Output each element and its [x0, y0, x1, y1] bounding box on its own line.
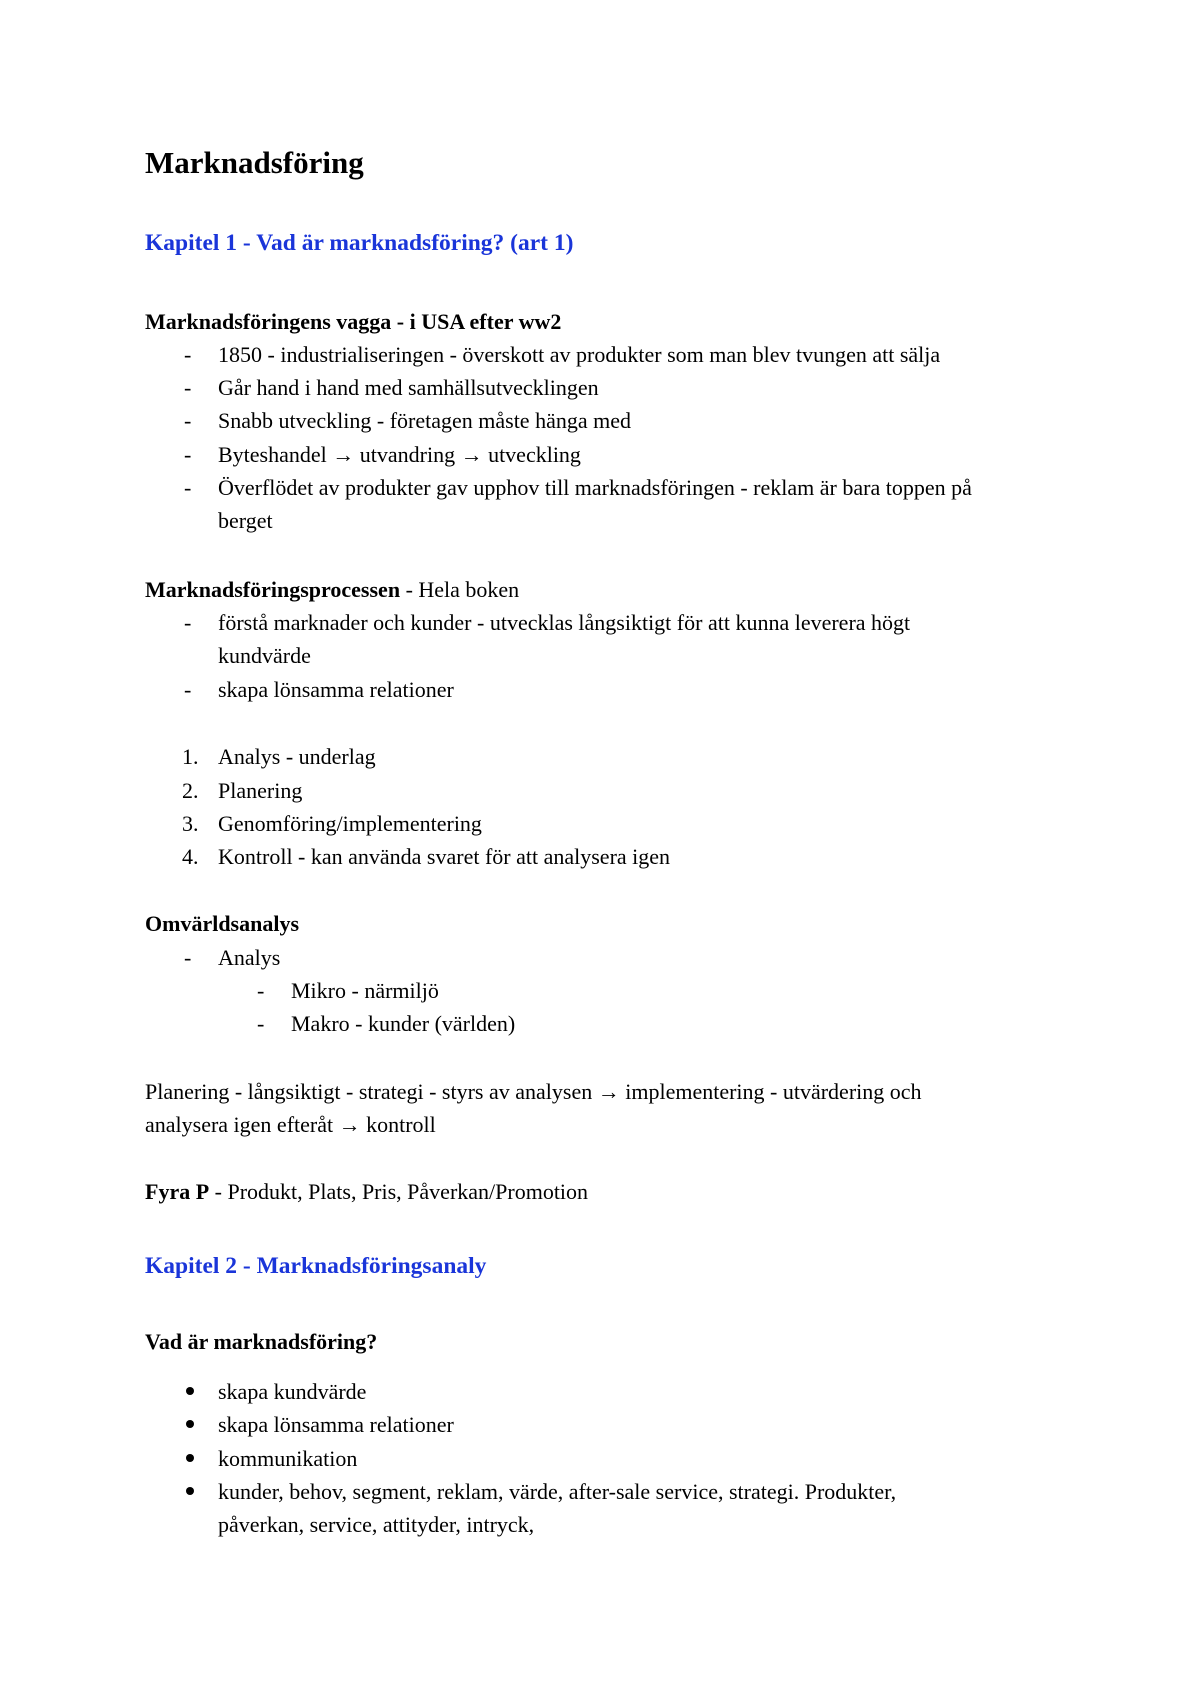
bullet-icon: [186, 1454, 194, 1462]
list-item: Går hand i hand med samhällsutvecklingen: [218, 375, 599, 400]
dash-marker: -: [257, 1011, 265, 1036]
bullet-item: kunder, behov, segment, reklam, värde, after-sale service, strategi. Produkter,: [218, 1479, 897, 1504]
document-title: Marknadsföring: [145, 145, 364, 180]
bullet-item-continuation: påverkan, service, attityder, intryck,: [218, 1512, 535, 1537]
step-number: 1.: [182, 744, 199, 769]
bullet-item: skapa kundvärde: [218, 1379, 367, 1404]
fyra-p-line: [145, 1177, 588, 1207]
dash-marker: -: [184, 610, 192, 635]
list-item: skapa lönsamma relationer: [218, 677, 454, 702]
fyra-p-label: Fyra P: [145, 1179, 210, 1204]
list-item: 1850 - industrialiseringen - överskott av produkter som man blev tvungen att sälja: [218, 342, 941, 367]
step-text: Kontroll - kan använda svaret för att analysera igen: [218, 844, 671, 869]
step-number: 2.: [182, 778, 199, 803]
bullet-icon: [186, 1387, 194, 1395]
step-text: Planering: [218, 778, 303, 803]
bullet-item: kommunikation: [218, 1446, 358, 1471]
bullet-item: skapa lönsamma relationer: [218, 1412, 454, 1437]
section-heading-vad-ar: Vad är marknadsföring?: [145, 1329, 378, 1354]
dash-marker: -: [184, 442, 192, 467]
list-item: Snabb utveckling - företagen måste hänga med: [218, 408, 631, 433]
list-item: Analys: [218, 945, 281, 970]
chapter-1-heading: Kapitel 1 - Vad är marknadsföring? (art 1): [145, 230, 574, 256]
dash-marker: -: [184, 677, 192, 702]
dash-marker: -: [184, 475, 192, 500]
step-number: 3.: [182, 811, 199, 836]
paragraph-line: Planering - långsiktigt - strategi - styrs av analysen → implementering - utvärdering och: [145, 1079, 922, 1104]
chapter-2-heading: Kapitel 2 - Marknadsföringsanaly: [145, 1253, 487, 1279]
section-heading-vagga: Marknadsföringens vagga - i USA efter ww2: [145, 309, 562, 334]
list-item: Överflödet av produkter gav upphov till marknadsföringen - reklam är bara toppen på: [218, 475, 972, 500]
dash-marker: -: [184, 945, 192, 970]
list-item-continuation: kundvärde: [218, 643, 311, 668]
fyra-p-text: - Produkt, Plats, Pris, Påverkan/Promotion: [209, 1179, 589, 1204]
sub-list-item: Makro - kunder (världen): [291, 1011, 516, 1036]
dash-marker: -: [184, 375, 192, 400]
step-text: Genomföring/implementering: [218, 811, 482, 836]
dash-marker: -: [184, 408, 192, 433]
section-heading-bold: Marknadsföringsprocessen: [145, 577, 401, 602]
dash-marker: -: [257, 978, 265, 1003]
paragraph-line: analysera igen efteråt → kontroll: [145, 1112, 436, 1137]
step-number: 4.: [182, 844, 199, 869]
list-item-continuation: berget: [218, 508, 273, 533]
list-item: Byteshandel → utvandring → utveckling: [218, 442, 581, 467]
step-text: Analys - underlag: [218, 744, 376, 769]
list-item: förstå marknader och kunder - utvecklas långsiktigt för att kunna leverera högt: [218, 610, 911, 635]
section-heading-processen: [145, 575, 519, 605]
section-heading-note: - Hela boken: [400, 577, 520, 602]
sub-list-item: Mikro - närmiljö: [291, 978, 439, 1003]
bullet-icon: [186, 1487, 194, 1495]
section-heading-omvarldsanalys: Omvärldsanalys: [145, 911, 300, 936]
bullet-icon: [186, 1420, 194, 1428]
dash-marker: -: [184, 342, 192, 367]
